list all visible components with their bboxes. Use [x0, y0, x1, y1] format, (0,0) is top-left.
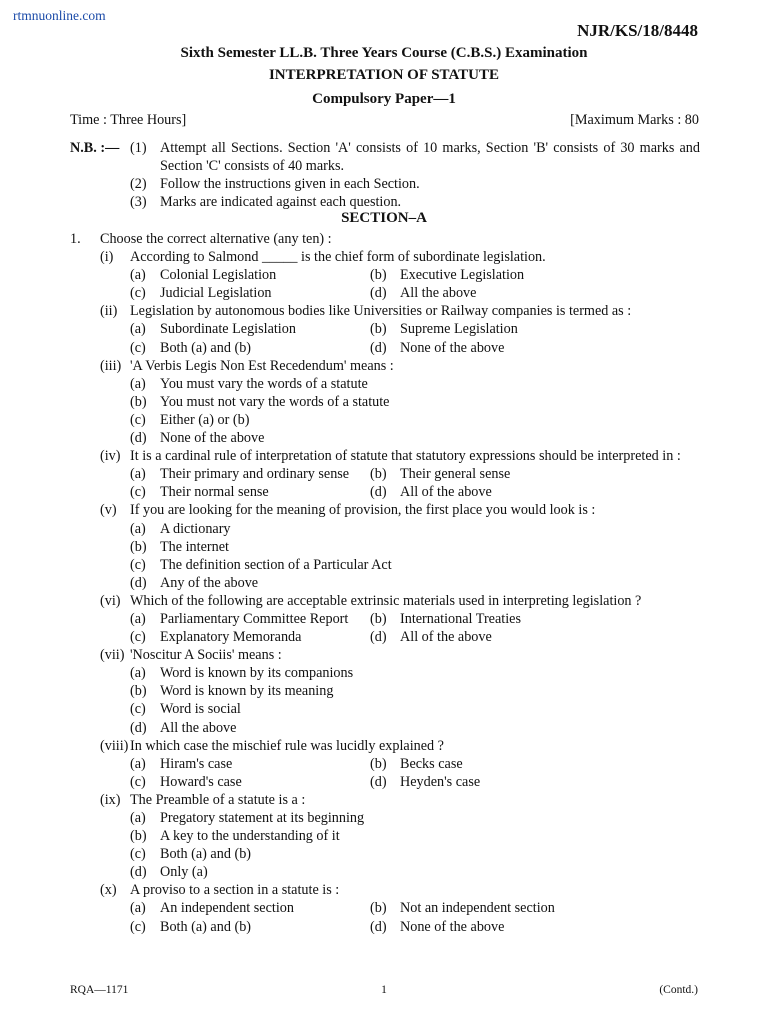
option-letter: (d)	[130, 430, 147, 447]
option-row	[70, 320, 700, 338]
note-number: (3)	[130, 194, 147, 210]
note-item	[70, 193, 700, 211]
option	[130, 465, 370, 483]
option	[370, 339, 610, 357]
option	[370, 918, 610, 936]
option-row	[70, 574, 700, 592]
option-letter: (d)	[370, 285, 387, 302]
option-letter: (d)	[130, 719, 147, 736]
option-text: Becks case	[400, 755, 463, 772]
option-row	[70, 918, 700, 936]
option-row	[70, 719, 700, 737]
option-row	[70, 682, 700, 700]
option-text: Hiram's case	[160, 755, 233, 772]
option	[130, 284, 370, 302]
option-text: You must not vary the words of a statute	[160, 393, 390, 410]
note-text: Marks are indicated against each question.	[160, 194, 402, 210]
option-text: Parliamentary Committee Report	[160, 610, 349, 627]
option	[130, 755, 370, 773]
option-row	[70, 520, 700, 538]
question-1	[70, 230, 700, 936]
option-row	[70, 827, 700, 845]
option-text: Not an independent section	[400, 900, 555, 917]
sub-questions	[70, 248, 700, 936]
sub-question-number: (viii)	[100, 737, 129, 754]
sub-question-number: (x)	[100, 882, 117, 899]
option-text: Word is known by its companions	[160, 665, 354, 682]
option-text: You must vary the words of a statute	[160, 375, 368, 392]
option-row	[70, 465, 700, 483]
option-letter: (a)	[130, 520, 146, 537]
sub-question-number: (i)	[100, 249, 114, 266]
option-row	[70, 700, 700, 718]
sub-question-text: A proviso to a section in a statute is :	[130, 882, 340, 899]
sub-question-stem	[70, 881, 700, 899]
exam-title: Sixth Semester LL.B. Three Years Course (C.B.S.) Examination	[180, 45, 588, 61]
note-number: (2)	[130, 176, 147, 192]
option-letter: (b)	[370, 900, 387, 917]
option-text: Any of the above	[160, 574, 259, 591]
option-letter: (c)	[130, 411, 146, 428]
sub-question-text: Legislation by autonomous bodies like Universities or Railway companies is termed as :	[130, 303, 632, 320]
option	[130, 520, 231, 538]
option-row	[70, 845, 700, 863]
note-item	[70, 139, 700, 175]
option-text: Both (a) and (b)	[160, 846, 252, 863]
option	[130, 899, 370, 917]
option-text: The internet	[160, 538, 229, 555]
option-letter: (c)	[130, 701, 146, 718]
option	[130, 845, 251, 863]
option	[370, 610, 610, 628]
subject-title: INTERPRETATION OF STATUTE	[268, 67, 500, 83]
option-letter: (d)	[370, 339, 387, 356]
option-letter: (d)	[130, 864, 147, 881]
option-row	[70, 393, 700, 411]
option	[130, 320, 370, 338]
section-a-title: SECTION–A	[341, 210, 427, 226]
option-letter: (d)	[370, 918, 387, 935]
sub-question-text: According to Salmond _____ is the chief form of subordinate legislation.	[130, 249, 546, 266]
option-letter: (b)	[370, 466, 387, 483]
option	[370, 284, 610, 302]
option-letter: (b)	[130, 683, 147, 700]
option-letter: (c)	[130, 773, 146, 790]
option-letter: (a)	[130, 267, 146, 284]
option-text: Supreme Legislation	[400, 321, 518, 338]
option	[130, 719, 236, 737]
option-row	[70, 411, 700, 429]
option-text: None of the above	[400, 918, 505, 935]
max-marks-label: [Maximum Marks : 80	[570, 112, 699, 128]
option	[130, 556, 392, 574]
option-letter: (a)	[130, 810, 146, 826]
option-text: Subordinate Legislation	[160, 321, 296, 338]
option	[130, 483, 370, 501]
option	[130, 429, 264, 447]
option	[130, 339, 370, 357]
option-text: The definition section of a Particular Act	[160, 556, 392, 573]
option	[370, 773, 610, 791]
option-letter: (c)	[130, 846, 146, 863]
option-text: Judicial Legislation	[160, 285, 272, 302]
option-text: Only (a)	[160, 864, 208, 881]
option	[130, 266, 370, 284]
option-text: A dictionary	[160, 520, 231, 537]
option-letter: (c)	[130, 285, 146, 302]
sub-question-stem	[70, 357, 700, 375]
sub-question-text: In which case the mischief rule was lucidly explained ?	[130, 737, 444, 754]
option-text: Heyden's case	[400, 773, 481, 790]
option	[130, 773, 370, 791]
option-letter: (c)	[130, 918, 146, 935]
option-text: Explanatory Memoranda	[160, 629, 302, 646]
option-text: Either (a) or (b)	[160, 411, 250, 428]
time-label: Time : Three Hours]	[70, 112, 187, 128]
option-text: Pregatory statement at its beginning	[160, 810, 365, 826]
option	[370, 266, 610, 284]
option-text: International Treaties	[400, 610, 521, 627]
sub-question-text: The Preamble of a statute is a :	[130, 791, 306, 808]
option-letter: (c)	[130, 556, 146, 573]
option-row	[70, 664, 700, 682]
option-row	[70, 899, 700, 917]
option	[130, 863, 208, 881]
option-text: Word is known by its meaning	[160, 683, 334, 700]
option-letter: (c)	[130, 629, 146, 646]
option-text: Both (a) and (b)	[160, 339, 252, 356]
sub-question-stem	[70, 302, 700, 320]
option-letter: (d)	[370, 484, 387, 501]
option-row	[70, 755, 700, 773]
option	[130, 610, 370, 628]
option-text: An independent section	[160, 900, 294, 917]
sub-question-number: (vii)	[100, 647, 125, 664]
option	[370, 320, 610, 338]
option-row	[70, 483, 700, 501]
option-text: None of the above	[400, 339, 505, 356]
option	[130, 538, 229, 556]
option-text: Their general sense	[400, 466, 511, 483]
option-text: Colonial Legislation	[160, 267, 277, 284]
site-watermark: rtmnuonline.com	[13, 8, 106, 23]
option	[370, 899, 610, 917]
option	[370, 483, 610, 501]
option-row	[70, 556, 700, 574]
option	[130, 574, 258, 592]
option-letter: (a)	[130, 321, 146, 338]
sub-question-text: 'A Verbis Legis Non Est Recedendum' means :	[130, 357, 394, 374]
option-letter: (d)	[370, 773, 387, 790]
option	[130, 700, 241, 718]
option-letter: (a)	[130, 375, 146, 392]
option-text: None of the above	[160, 430, 265, 447]
option	[130, 664, 353, 682]
sub-question-stem	[70, 791, 700, 809]
paper-title: Compulsory Paper—1	[312, 91, 456, 107]
paper-code: NJR/KS/18/8448	[577, 21, 698, 40]
sub-question-stem	[70, 646, 700, 664]
option-letter: (d)	[130, 574, 147, 591]
option	[130, 393, 389, 411]
sub-question-stem	[70, 501, 700, 519]
option	[370, 465, 610, 483]
option	[130, 809, 364, 827]
sub-question-stem	[70, 248, 700, 266]
notes-block	[70, 139, 700, 211]
option-letter: (b)	[130, 538, 147, 555]
footer-contd: (Contd.)	[659, 984, 698, 996]
question-stem-row	[70, 230, 700, 248]
nb-lead: N.B. :—	[70, 140, 120, 156]
option-text: All the above	[160, 719, 237, 736]
option	[130, 411, 249, 429]
option-row	[70, 538, 700, 556]
sub-question-number: (iii)	[100, 357, 122, 374]
option-row	[70, 339, 700, 357]
option-letter: (d)	[370, 629, 387, 646]
option-letter: (b)	[370, 267, 387, 284]
option	[130, 682, 333, 700]
option-row	[70, 628, 700, 646]
question-text: Choose the correct alternative (any ten) :	[100, 231, 332, 247]
option	[130, 375, 368, 393]
question-number: 1.	[70, 231, 81, 247]
sub-question-text: 'Noscitur A Sociis' means :	[130, 647, 282, 664]
option-text: A key to the understanding of it	[160, 828, 340, 845]
option-letter: (a)	[130, 900, 146, 917]
option-letter: (b)	[130, 828, 147, 845]
option-text: All of the above	[400, 484, 492, 501]
option-letter: (b)	[370, 610, 387, 627]
sub-question-stem	[70, 737, 700, 755]
option	[370, 628, 610, 646]
option	[130, 827, 340, 845]
option-letter: (b)	[370, 321, 387, 338]
option-row	[70, 266, 700, 284]
sub-question-stem	[70, 592, 700, 610]
sub-question-text: It is a cardinal rule of interpretation of statute that statutory expressions should be interpreted in :	[130, 448, 681, 465]
option-row	[70, 375, 700, 393]
option-letter: (c)	[130, 339, 146, 356]
option-text: Word is social	[160, 701, 241, 718]
sub-question-number: (iv)	[100, 448, 121, 465]
option-row	[70, 863, 700, 881]
option-letter: (b)	[130, 393, 147, 410]
sub-question-text: Which of the following are acceptable extrinsic materials used in interpreting legislation ?	[130, 592, 642, 609]
sub-question-number: (v)	[100, 502, 117, 519]
note-number: (1)	[130, 140, 147, 156]
option-letter: (b)	[370, 755, 387, 772]
option	[130, 918, 370, 936]
option-letter: (c)	[130, 484, 146, 501]
sub-question-number: (ii)	[100, 303, 118, 320]
option-text: All the above	[400, 285, 477, 302]
note-text: Follow the instructions given in each Section.	[160, 176, 420, 192]
sub-question-number: (vi)	[100, 592, 121, 609]
option-row	[70, 284, 700, 302]
option-letter: (a)	[130, 610, 146, 627]
option-text: All of the above	[400, 629, 492, 646]
option-text: Both (a) and (b)	[160, 918, 252, 935]
note-item	[70, 175, 700, 193]
option-text: Executive Legislation	[400, 267, 525, 284]
option-text: Their primary and ordinary sense	[160, 466, 350, 483]
option	[130, 628, 370, 646]
option-row	[70, 773, 700, 791]
option-letter: (a)	[130, 466, 146, 483]
page-number: 1	[381, 984, 387, 996]
footer-code: RQA—1171	[70, 984, 129, 996]
option-row	[70, 429, 700, 447]
option-text: Howard's case	[160, 773, 242, 790]
option	[370, 755, 610, 773]
note-text: Attempt all Sections. Section 'A' consists of 10 marks, Section 'B' consists of 30 marks and Section 'C' consists of 40 marks.	[160, 140, 700, 174]
option-letter: (a)	[130, 665, 146, 682]
option-row	[70, 610, 700, 628]
time-marks-line	[70, 112, 699, 129]
sub-question-number: (ix)	[100, 791, 121, 808]
option-text: Their normal sense	[160, 484, 269, 501]
option-row	[70, 809, 700, 827]
option-letter: (a)	[130, 755, 146, 772]
sub-question-text: If you are looking for the meaning of provision, the first place you would look is :	[130, 502, 596, 519]
sub-question-stem	[70, 447, 700, 465]
